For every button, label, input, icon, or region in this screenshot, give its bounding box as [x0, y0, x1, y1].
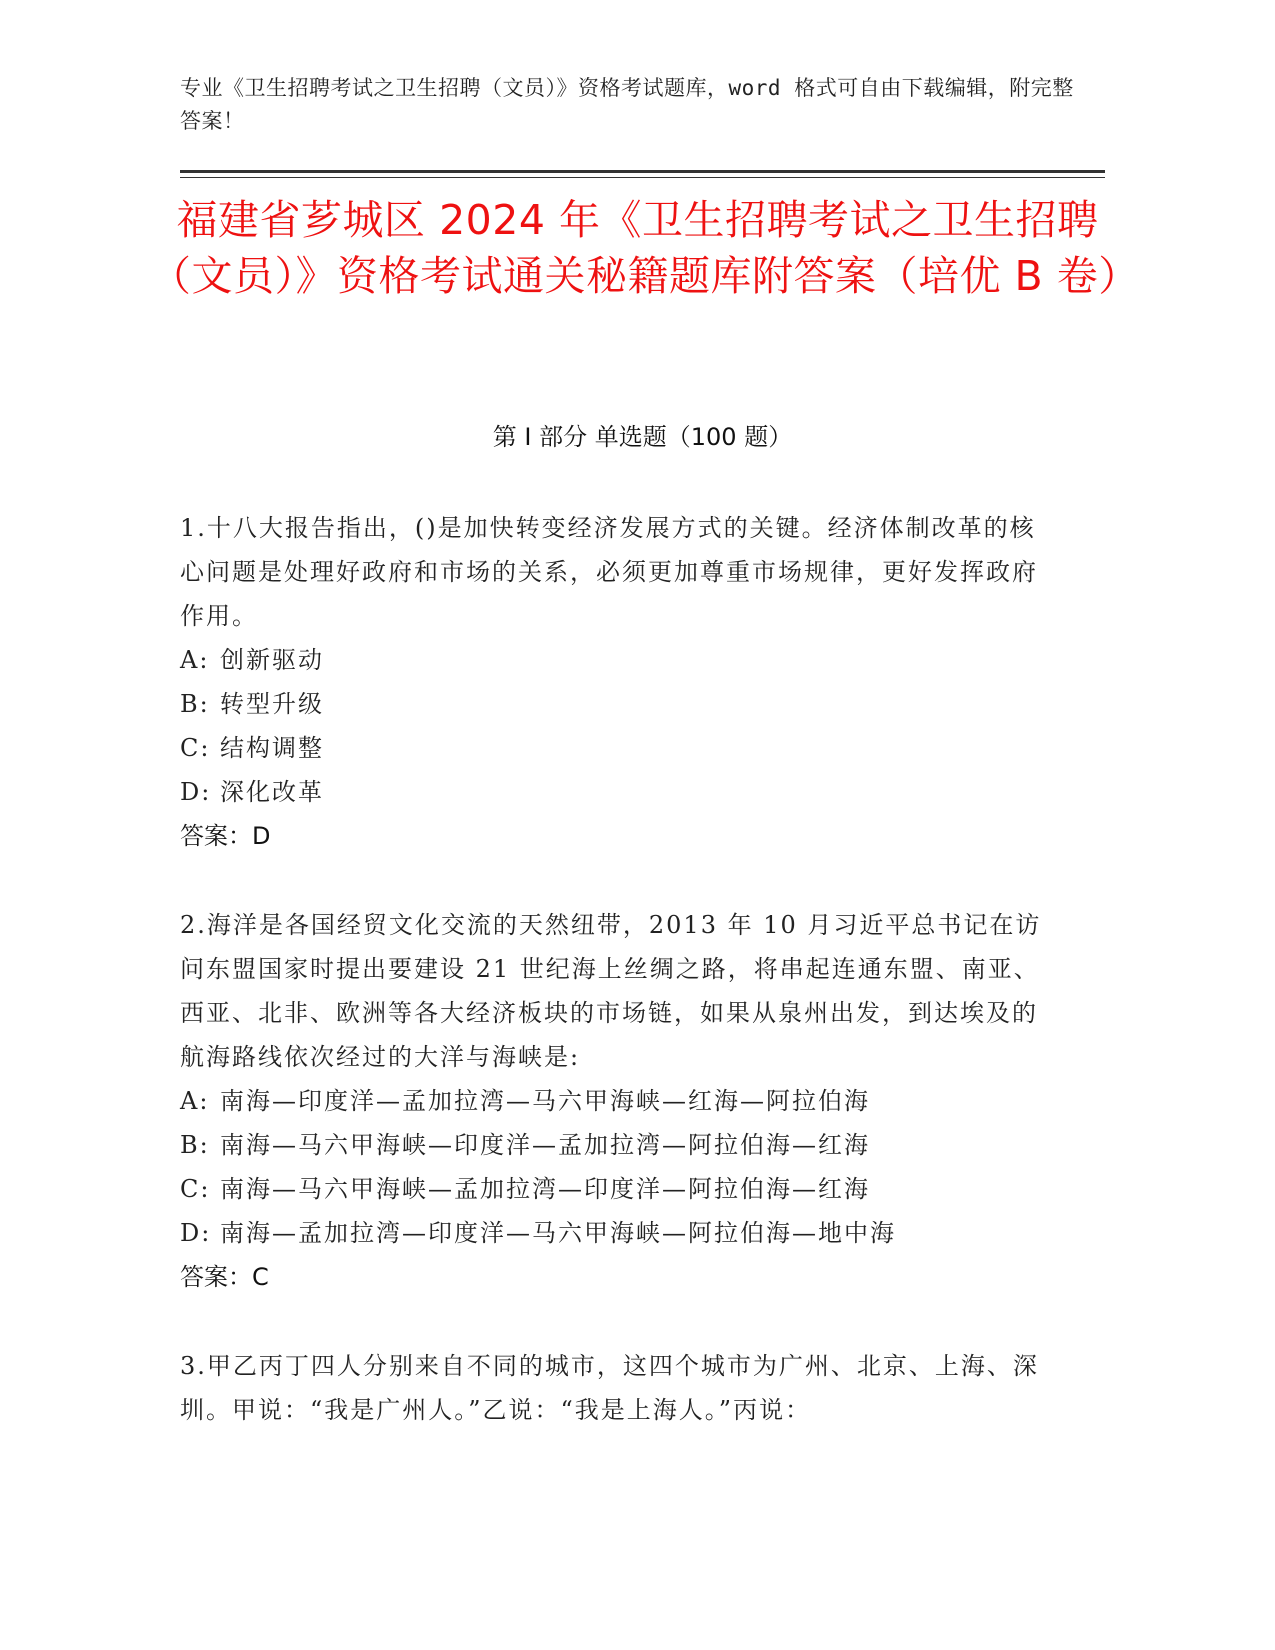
- option-b[interactable]: [180, 682, 1050, 726]
- option-letter: D:: [180, 1219, 212, 1247]
- option-text: 创新驱动: [220, 646, 324, 674]
- option-b[interactable]: [180, 1123, 1050, 1167]
- option-letter: B:: [180, 1131, 210, 1159]
- question-1: [180, 506, 1050, 858]
- answer-line: 答案：C: [180, 1263, 269, 1291]
- header-divider-thin: [180, 177, 1105, 178]
- question-stem: 3.甲乙丙丁四人分别来自不同的城市，这四个城市为广州、北京、上海、深圳。甲说：“我是广州人。”乙说：“我是上海人。”丙说：: [180, 1352, 1039, 1424]
- section-heading: 第 I 部分 单选题（100 题）: [492, 423, 793, 451]
- option-letter: A:: [180, 646, 210, 674]
- option-text: 南海—马六甲海峡—孟加拉湾—印度洋—阿拉伯海—红海: [220, 1175, 870, 1203]
- question-3: [180, 1344, 1050, 1432]
- option-list: [180, 1079, 1050, 1255]
- option-d[interactable]: [180, 770, 1050, 814]
- option-d[interactable]: [180, 1211, 1050, 1255]
- question-list: [180, 506, 1050, 1477]
- option-letter: C:: [180, 1175, 211, 1203]
- option-text: 南海—马六甲海峡—印度洋—孟加拉湾—阿拉伯海—红海: [220, 1131, 870, 1159]
- option-a[interactable]: [180, 638, 1050, 682]
- option-text: 结构调整: [220, 734, 324, 762]
- option-letter: B:: [180, 690, 210, 718]
- option-letter: C:: [180, 734, 211, 762]
- option-a[interactable]: [180, 1079, 1050, 1123]
- option-letter: D:: [180, 778, 212, 806]
- question-stem: 1.十八大报告指出，()是加快转变经济发展方式的关键。经济体制改革的核心问题是处理好政府和市场的关系，必须更加尊重市场规律，更好发挥政府作用。: [180, 514, 1038, 630]
- option-letter: A:: [180, 1087, 210, 1115]
- option-text: 南海—孟加拉湾—印度洋—马六甲海峡—阿拉伯海—地中海: [220, 1219, 896, 1247]
- question-2: [180, 903, 1050, 1299]
- document-title: 福建省芗城区 2024 年《卫生招聘考试之卫生招聘（文员）》资格考试通关秘籍题库附答案（培优 B 卷）: [150, 196, 1140, 300]
- option-text: 深化改革: [220, 778, 324, 806]
- answer-line: 答案：D: [180, 822, 271, 850]
- option-c[interactable]: [180, 1167, 1050, 1211]
- option-text: 转型升级: [220, 690, 324, 718]
- header-note: 专业《卫生招聘考试之卫生招聘（文员）》资格考试题库，word 格式可自由下载编辑，附完整答案！: [180, 76, 1074, 133]
- option-list: [180, 638, 1050, 814]
- header-divider: [180, 170, 1105, 173]
- question-stem: 2.海洋是各国经贸文化交流的天然纽带，2013 年 10 月习近平总书记在访问东盟国家时提出要建设 21 世纪海上丝绸之路，将串起连通东盟、南亚、西亚、北非、欧洲等各大经济板块的市场链，如果从泉州出发，到达埃及的航海路线依次经过的大洋与海峡是:: [180, 911, 1042, 1071]
- option-text: 南海—印度洋—孟加拉湾—马六甲海峡—红海—阿拉伯海: [220, 1087, 870, 1115]
- option-c[interactable]: [180, 726, 1050, 770]
